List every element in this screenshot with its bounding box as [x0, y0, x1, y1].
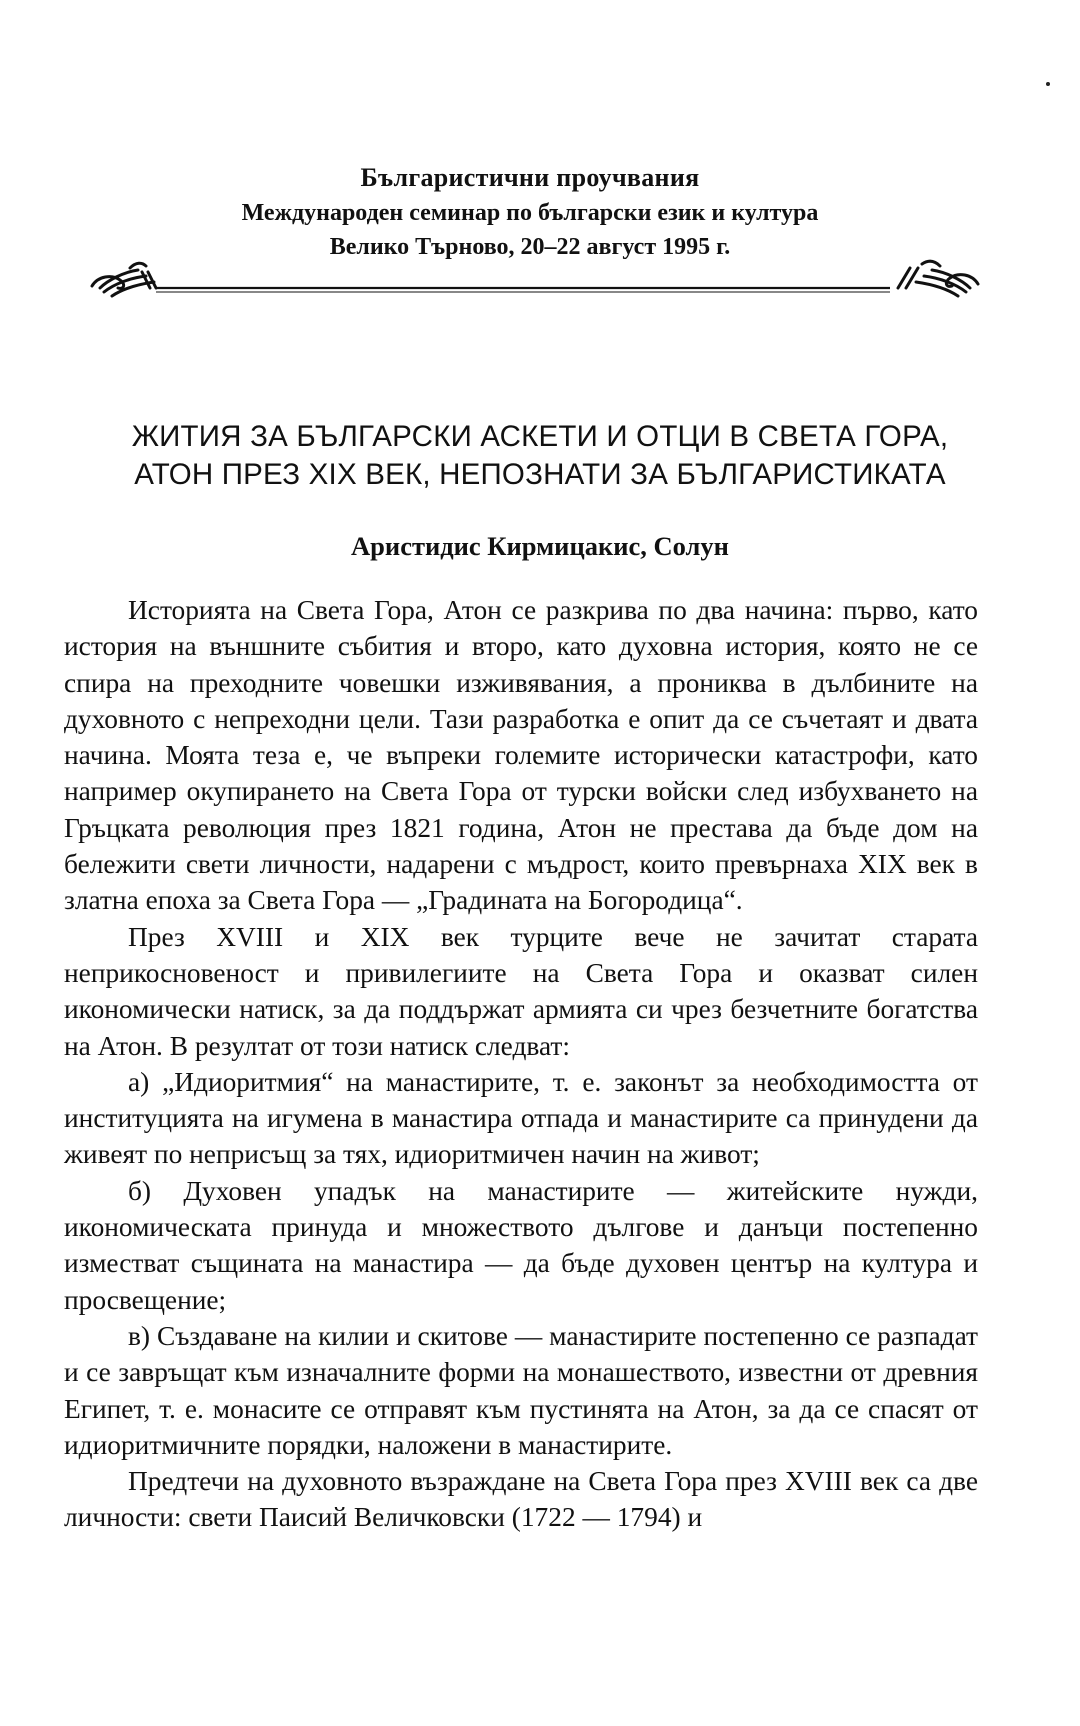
title-line-1: ЖИТИЯ ЗА БЪЛГАРСКИ АСКЕТИ И ОТЦИ В СВЕТА ГОРА,	[131, 420, 949, 453]
running-header	[100, 160, 960, 264]
article-author: Аристидис Кирмицакис, Солун	[351, 531, 729, 561]
article-body	[64, 592, 978, 1536]
stray-dot	[1046, 82, 1050, 86]
seminar-title: Международен семинар по български език и култура	[241, 200, 819, 226]
paragraph-2: През XVIII и XIX век турците вече не зачитат старата неприкосновеност и привилегиите на Света Гора и оказват силен икономически натиск, за да поддържат армията си чрез безчетните богатства на Атон. В резултат от този натиск следват:	[64, 921, 978, 1061]
article-title	[60, 418, 1020, 494]
right-flourish-icon	[898, 261, 978, 296]
paragraph-5: в) Създаване на килии и скитове — манастирите постепенно се разпадат и се завръщат към изначалните форми на монашеството, известни от древния Египет, т. е. монасите се отправят към пустинята на Атон, за да се спасят от идиоритмичните порядки, наложени в манастирите.	[64, 1320, 978, 1460]
paragraph-1: Историята на Света Гора, Атон се разкрива по два начина: първо, като история на външните събития и второ, като духовна история, която не се спира на преходните човешки изживявания, а прониква в дълбините на духовното с непреходни цели. Тази разработка е опит да се съчетаят и двата начина. Моята теза е, че въпреки големите исторически катастрофи, като например окупирането на Света Гора от турски войски след избухването на Гръцката революция през 1821 година, Атон не престава да бъде дом на бележити свети личности, надарени с мъдрост, които превърнаха XIX век в златна епоха за Света Гора — „Градината на Богородица“.	[64, 595, 978, 916]
paragraph-6: Предтечи на духовното възраждане на Света Гора през XVIII век са две личности: свети Паисий Величковски (1722 — 1794) и	[64, 1466, 978, 1533]
left-flourish-icon	[92, 263, 156, 296]
title-line-2: АТОН ПРЕЗ XIX ВЕК, НЕПОЗНАТИ ЗА БЪЛГАРИСТИКАТА	[134, 458, 946, 491]
place-date: Велико Търново, 20–22 август 1995 г.	[329, 234, 731, 260]
paragraph-4: б) Духовен упадък на манастирите — житейските нужди, икономическата принуда и множеството дългове и данъци постепенно изместват същината на манастира — да бъде духовен център на култура и просвещение;	[64, 1175, 978, 1315]
series-title: Българистични проучвания	[360, 163, 700, 192]
ornamental-rule	[90, 258, 980, 308]
paragraph-3: а) „Идиоритмия“ на манастирите, т. е. законът за необходимостта от институцията на игумена в манастира отпада и манастирите са принудени да живеят по неприсъщ за тях, идиоритмичен начин на живот;	[64, 1066, 978, 1170]
